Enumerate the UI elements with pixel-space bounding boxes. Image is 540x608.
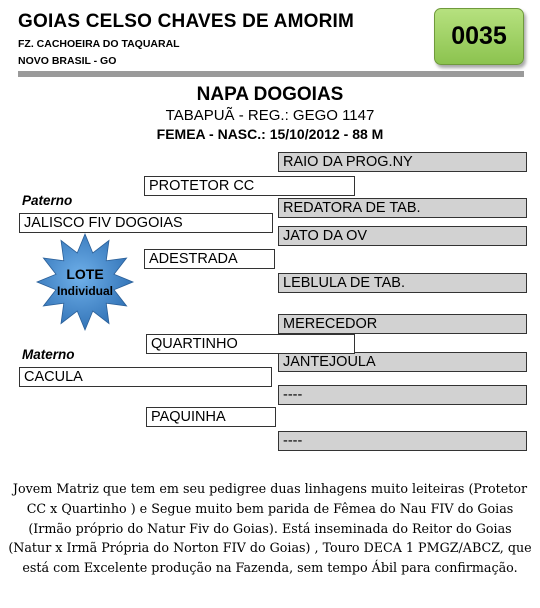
- maternal-label: Materno: [22, 347, 75, 362]
- star-shape: [37, 234, 133, 330]
- pedigree-ggp-3: JATO DA OV: [278, 226, 527, 246]
- pedigree-ggp-4: LEBLULA DE TAB.: [278, 273, 527, 293]
- pedigree-dam: CACULA: [19, 367, 272, 387]
- header-divider: [18, 71, 524, 77]
- lot-number-badge: 0035: [434, 8, 524, 65]
- pedigree-ggp-6: JANTEJOULA: [278, 352, 527, 372]
- farm-name: GOIAS CELSO CHAVES DE AMORIM: [18, 11, 355, 32]
- farm-location: FZ. CACHOEIRA DO TAQUARAL: [18, 38, 180, 50]
- animal-name: NAPA DOGOIAS: [196, 84, 344, 105]
- pedigree-dam-sire: QUARTINHO: [146, 334, 355, 354]
- badge-lote-text: LOTE: [66, 266, 104, 282]
- pedigree-ggp-2: REDATORA DE TAB.: [278, 198, 527, 218]
- paternal-label: Paterno: [22, 193, 73, 208]
- pedigree-sire-sire: PROTETOR CC: [144, 176, 355, 196]
- pedigree-sire-dam: ADESTRADA: [144, 249, 275, 269]
- animal-breed-registration: TABAPUÃ - REG.: GEGO 1147: [165, 107, 375, 124]
- pedigree-ggp-7: ----: [278, 385, 527, 405]
- pedigree-ggp-5: MERECEDOR: [278, 314, 527, 334]
- pedigree-ggp-1: RAIO DA PROG.NY: [278, 152, 527, 172]
- lote-individual-star-badge: [35, 232, 135, 332]
- pedigree-dam-dam: PAQUINHA: [146, 407, 276, 427]
- badge-individual-text: Individual: [56, 284, 114, 298]
- description-text: Jovem Matriz que tem em seu pedigree duas linhagens muito leiteiras (Protetor CC x Quartinho ) e Segue muito bem parida de Fêmea do Nau FIV do Goias (Irmão próprio do Natur Fiv do Goias). Está inseminada do Reitor do Goias (Natur x Irmã Própria do Norton FIV do Goias) , Touro DECA 1 PMGZ/ABCZ, que está com Excelente produção na Fazenda, sem tempo Ábil para confirmação.: [8, 481, 532, 576]
- farm-city: NOVO BRASIL - GO: [18, 55, 117, 67]
- animal-sex-birth: FEMEA - NASC.: 15/10/2012 - 88 M: [156, 126, 384, 142]
- pedigree-sire: JALISCO FIV DOGOIAS: [19, 213, 273, 233]
- pedigree-ggp-8: ----: [278, 431, 527, 451]
